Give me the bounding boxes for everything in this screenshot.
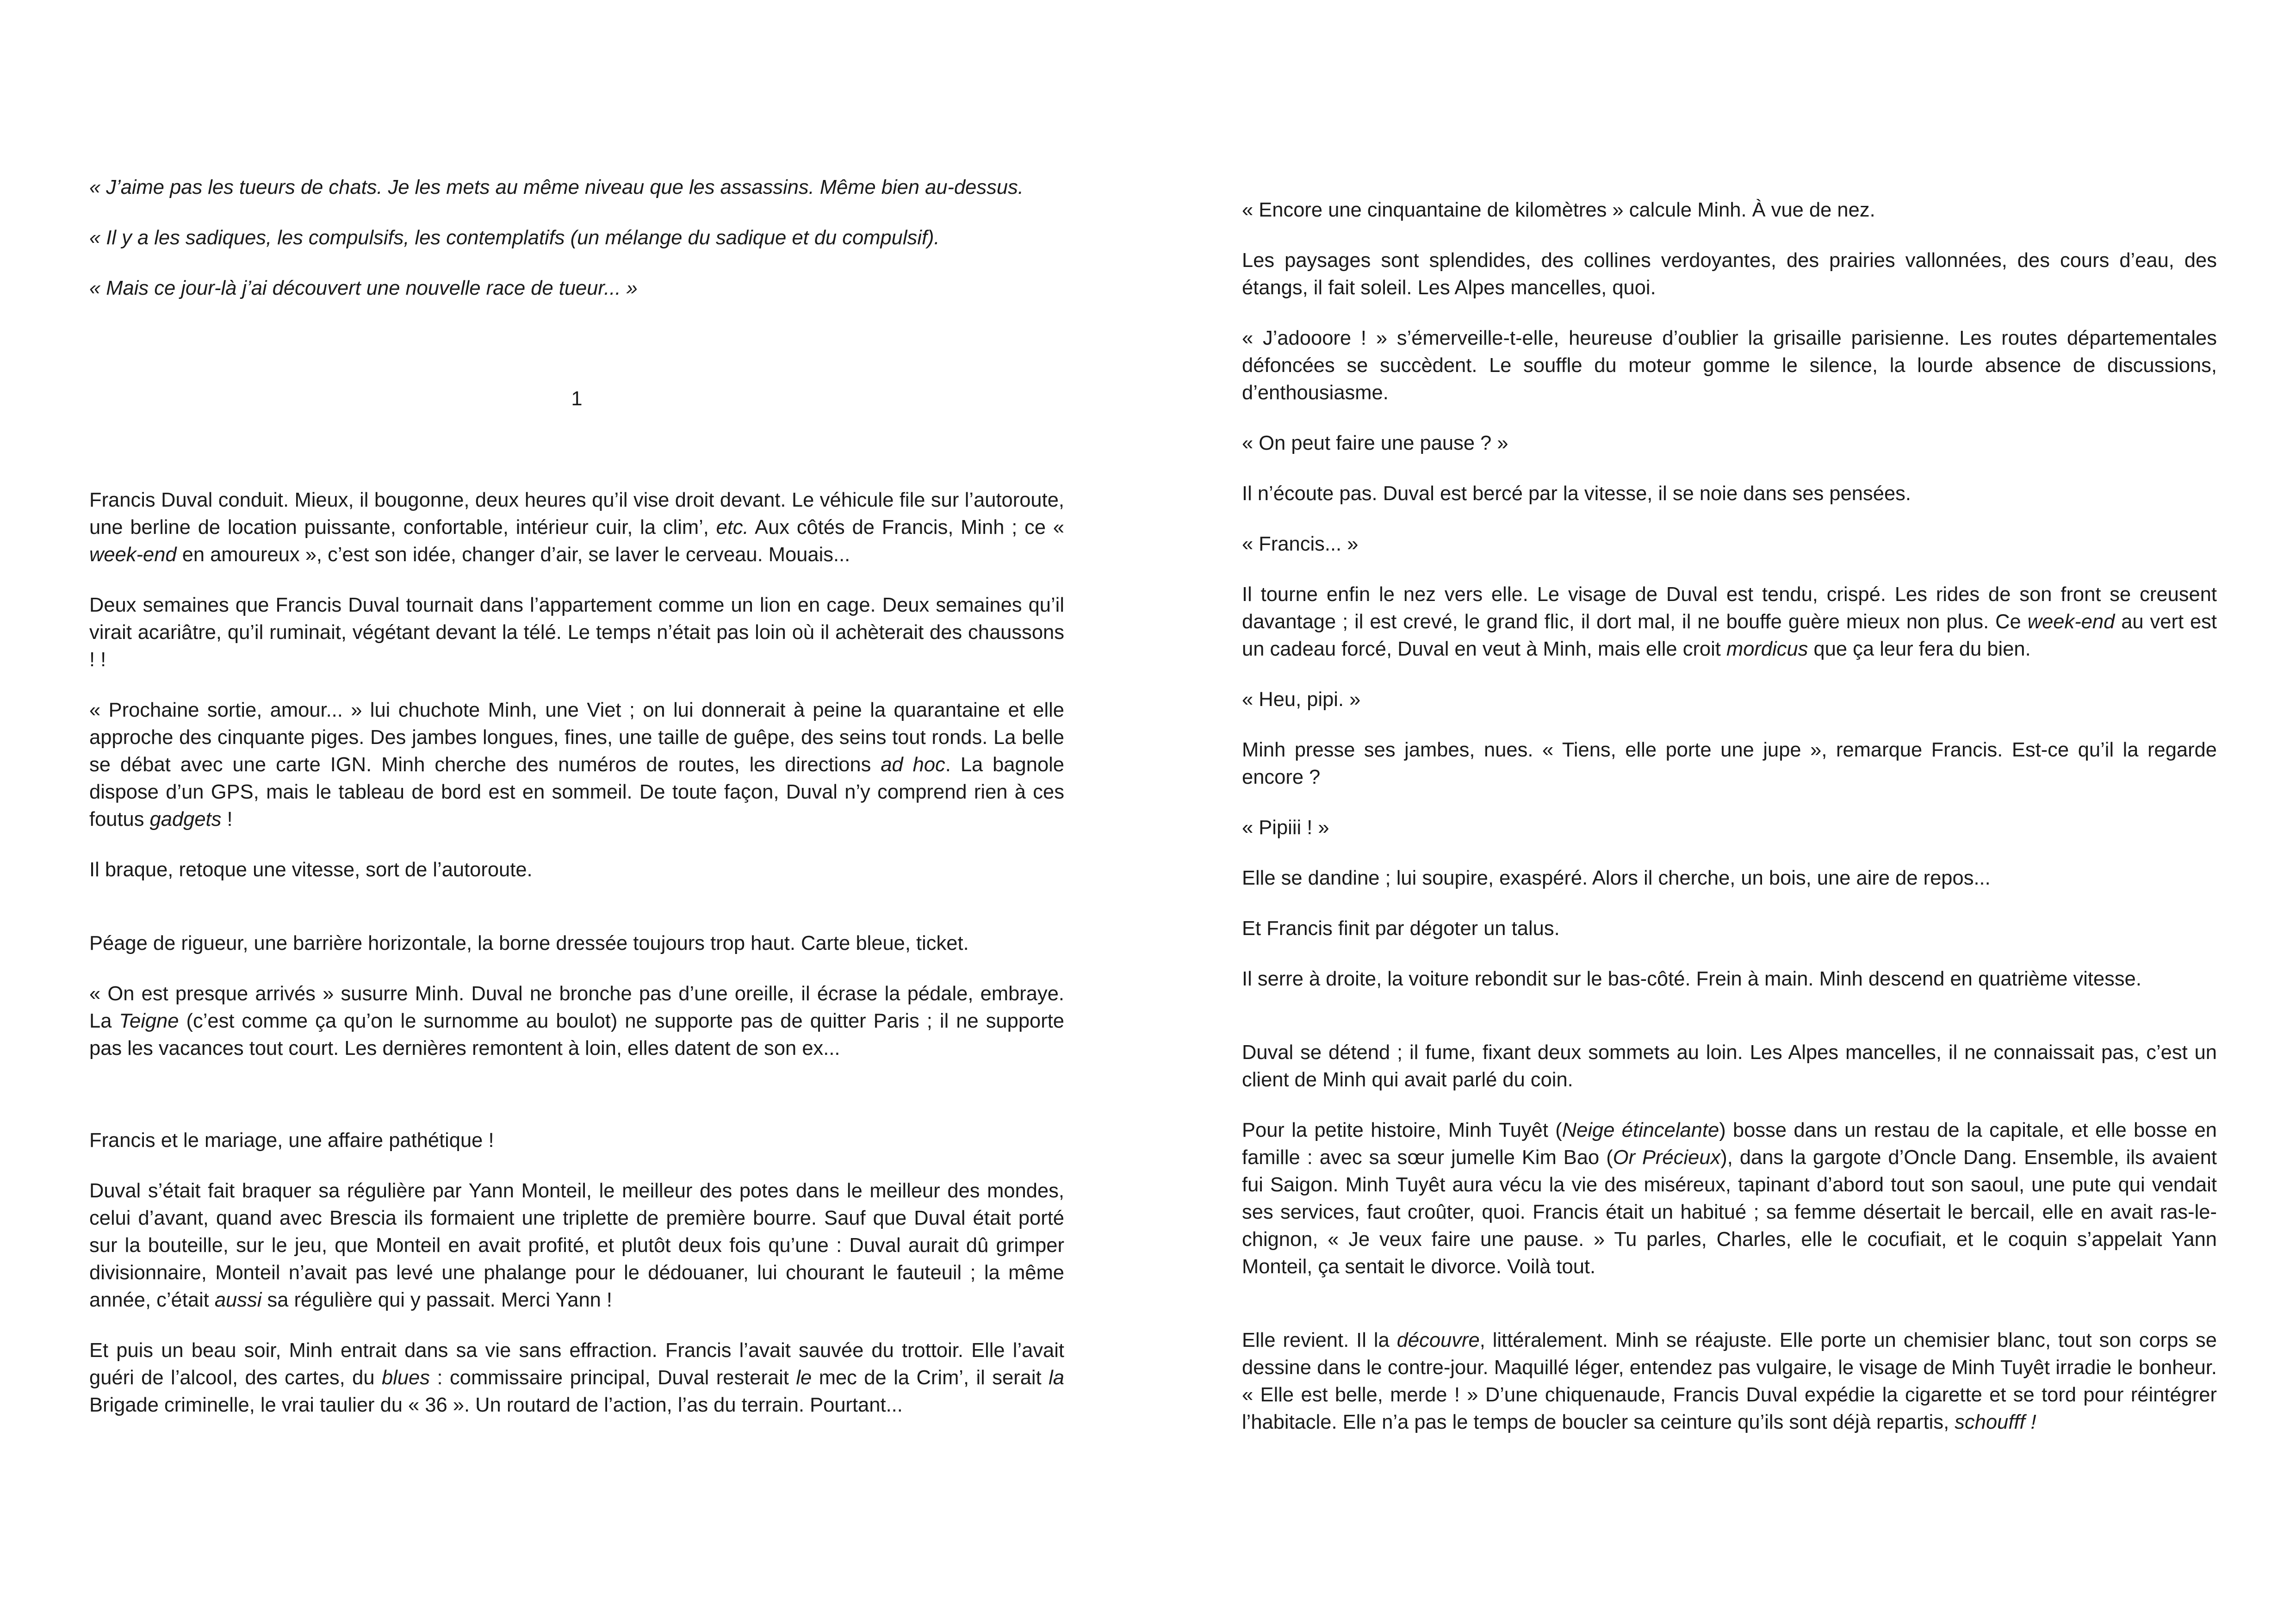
right-page-column <box>1242 197 2217 1459</box>
epigraph-line: « J’aime pas les tueurs de chats. Je les mets au même niveau que les assassins. Même bien au-dessus. <box>89 176 1024 198</box>
paragraph: « Francis... » <box>1242 533 1359 555</box>
paragraph: Il tourne enfin le nez vers elle. Le visage de Duval est tendu, crispé. Les rides de son front se creusent davantage ; il est crevé, le grand flic, il dort mal, il ne bouffe guère mieux non plus. Ce week-end au vert est un cadeau forcé, Duval en veut à Minh, mais elle croit mordicus que ça leur fera du bien. <box>1242 583 2217 660</box>
paragraph: Il braque, retoque une vitesse, sort de l’autoroute. <box>89 859 533 881</box>
paragraph: Elle revient. Il la découvre, littéralement. Minh se réajuste. Elle porte un chemisier blanc, tout son corps se dessine dans le contre-jour. Maquillé léger, entendez pas vulgaire, le visage de Minh Tuyêt irradie le bonheur. « Elle est belle, merde ! » D’une chiquenaude, Francis Duval expédie la cigarette et se tord pour réintégrer l’habitacle. Elle n’a pas le temps de boucler sa ceinture qu’ils sont déjà repartis, schoufff ! <box>1242 1329 2217 1433</box>
paragraph: Francis Duval conduit. Mieux, il bougonne, deux heures qu’il vise droit devant. Le véhicule file sur l’autoroute, une berline de location puissante, confortable, intérieur cuir, la clim’, etc. Aux côtés de Francis, Minh ; ce « week-end en amoureux », c’est son idée, changer d’air, se laver le cerveau. Mouais... <box>89 489 1064 566</box>
paragraph: « Prochaine sortie, amour... » lui chuchote Minh, une Viet ; on lui donnerait à peine la quarantaine et elle approche des cinquante piges. Des jambes longues, fines, une taille de guêpe, des seins tout ronds. La belle se débat avec une carte IGN. Minh cherche des numéros de routes, les directions ad hoc. La bagnole dispose d’un GPS, mais le tableau de bord est en sommeil. De toute façon, Duval n’y comprend rien à ces foutus gadgets ! <box>89 699 1064 830</box>
paragraph: Elle se dandine ; lui soupire, exaspéré. Alors il cherche, un bois, une aire de repos... <box>1242 867 1991 889</box>
paragraph: Péage de rigueur, une barrière horizontale, la borne dressée toujours trop haut. Carte bleue, ticket. <box>89 932 969 954</box>
left-page-column <box>89 174 1064 1442</box>
paragraph: Et puis un beau soir, Minh entrait dans sa vie sans effraction. Francis l’avait sauvée du trottoir. Elle l’avait guéri de l’alcool, des cartes, du blues : commissaire principal, Duval resterait le mec de la Crim’, il serait la Brigade criminelle, le vrai taulier du « 36 ». Un routard de l’action, l’as du terrain. Pourtant... <box>89 1339 1064 1416</box>
epigraph-line: « Mais ce jour-là j’ai découvert une nouvelle race de tueur... » <box>89 277 638 299</box>
paragraph: « On peut faire une pause ? » <box>1242 432 1508 454</box>
paragraph: « J’adooore ! » s’émerveille-t-elle, heureuse d’oublier la grisaille parisienne. Les routes départementales défoncées se succèdent. Le souffle du moteur gomme le silence, la lourde absence de discussions, d’enthousiasme. <box>1242 327 2217 404</box>
paragraph: Duval se détend ; il fume, fixant deux sommets au loin. Les Alpes mancelles, il ne connaissait pas, c’est un client de Minh qui avait parlé du coin. <box>1242 1041 2217 1091</box>
paragraph: Pour la petite histoire, Minh Tuyêt (Neige étincelante) bosse dans un restau de la capitale, et elle bosse en famille : avec sa sœur jumelle Kim Bao (Or Précieux), dans la gargote d’Oncle Dang. Ensemble, ils avaient fui Saigon. Minh Tuyêt aura vécu la vie des miséreux, tapinant d’abord tout son saoul, une pute qui vendait ses services, faut croûter, quoi. Francis était un habitué ; sa femme désertait le bercail, elle en avait ras-le-chignon, « Je veux faire une pause. » Tu parles, Charles, elle le cocufiait, et le coquin s’appelait Yann Monteil, ça sentait le divorce. Voilà tout. <box>1242 1119 2217 1278</box>
paragraph: « Pipiii ! » <box>1242 817 1329 839</box>
paragraph: « Heu, pipi. » <box>1242 688 1361 711</box>
paragraph: Il serre à droite, la voiture rebondit sur le bas-côté. Frein à main. Minh descend en quatrième vitesse. <box>1242 968 2141 990</box>
paragraph: Deux semaines que Francis Duval tournait dans l’appartement comme un lion en cage. Deux semaines qu’il virait acariâtre, qu’il ruminait, végétant devant la télé. Le temps n’était pas loin où il achèterait des chaussons ! ! <box>89 594 1064 671</box>
paragraph: Minh presse ses jambes, nues. « Tiens, elle porte une jupe », remarque Francis. Est-ce qu’il la regarde encore ? <box>1242 739 2217 788</box>
paragraph: « On est presque arrivés » susurre Minh. Duval ne bronche pas d’une oreille, il écrase la pédale, embraye. La Teigne (c’est comme ça qu’on le surnomme au boulot) ne supporte pas de quitter Paris ; il ne supporte pas les vacances tout court. Les dernières remontent à loin, elles datent de son ex... <box>89 983 1064 1059</box>
paragraph: Il n’écoute pas. Duval est bercé par la vitesse, il se noie dans ses pensées. <box>1242 483 1911 505</box>
epigraph-line: « Il y a les sadiques, les compulsifs, les contemplatifs (un mélange du sadique et du compulsif). <box>89 227 940 249</box>
paragraph: Et Francis finit par dégoter un talus. <box>1242 917 1560 940</box>
paragraph: « Encore une cinquantaine de kilomètres » calcule Minh. À vue de nez. <box>1242 199 1875 221</box>
paragraph: Les paysages sont splendides, des collines verdoyantes, des prairies vallonnées, des cours d’eau, des étangs, il fait soleil. Les Alpes mancelles, quoi. <box>1242 249 2217 299</box>
paragraph: Francis et le mariage, une affaire pathétique ! <box>89 1129 494 1152</box>
paragraph: Duval s’était fait braquer sa régulière par Yann Monteil, le meilleur des potes dans le meilleur des mondes, celui d’avant, quand avec Brescia ils formaient une triplette de première bourre. Sauf que Duval était porté sur la bouteille, sur le jeu, que Monteil en avait profité, et plutôt deux fois qu’une : Duval aurait dû grimper divisionnaire, Monteil n’avait pas levé une phalange pour le dédouaner, lui chourant le fauteuil ; la même année, c’était aussi sa régulière qui y passait. Merci Yann ! <box>89 1180 1064 1311</box>
chapter-number: 1 <box>571 388 583 410</box>
